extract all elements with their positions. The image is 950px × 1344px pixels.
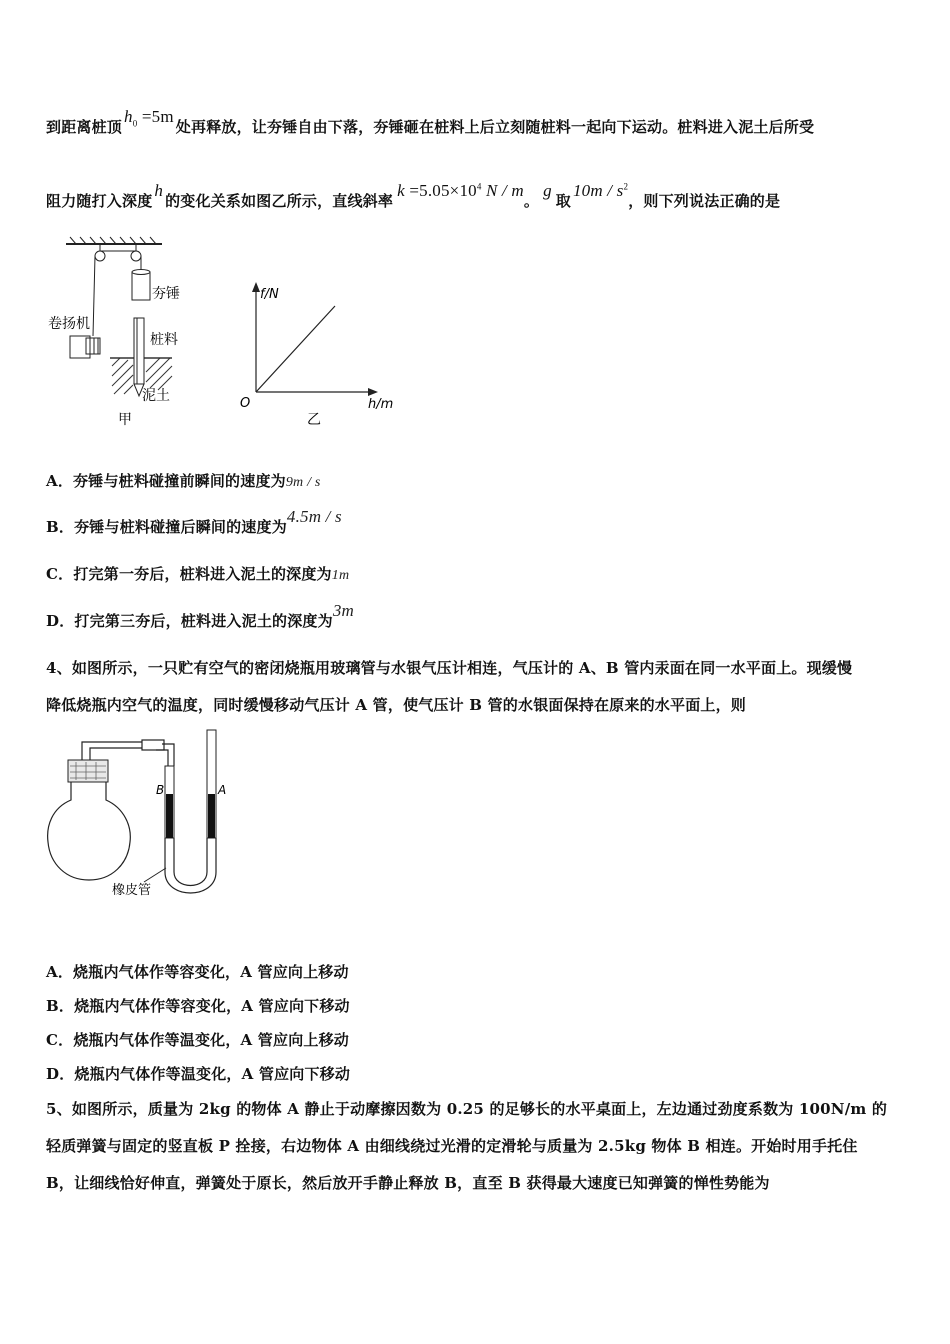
q3-line1-suffix: 处再释放，让夯锤自由下落，夯锤砸在桩料上后立刻随桩料一起向下运动。桩料进入泥土后所受 [175,118,815,136]
option-value: 1m [331,568,350,583]
q3-take: 取 [555,192,571,210]
graph-yi [240,282,393,428]
option-letter: A． [46,472,74,490]
q5-line-2: 轻质弹簧与固定的竖直板 P 拴接，右边物体 A 由细线绕过光滑的定滑轮与质量为 2.5kg 物体 B 相连。开始时用手托住 [46,1137,858,1155]
pile [134,318,144,396]
option-text: 烧瓶内气体作等温变化，A 管应向上移动 [73,1031,350,1049]
flask [48,780,131,880]
rope-winch [93,256,95,336]
q3-option-d [46,601,355,631]
q3-line2-mid: 的变化关系如图乙所示，直线斜率 [165,192,394,210]
flask-stopper [68,760,108,782]
hammer-label: 夯锤 [152,286,180,302]
q3-option-c [46,563,349,584]
ceiling-hatch [66,237,162,244]
pulley-right [131,251,141,261]
q3-option-a [46,470,321,491]
winch-label: 卷扬机 [48,316,90,332]
k-exp: 4 [476,181,482,192]
q3-line2-suffix: ，则下列说法正确的是 [628,192,781,210]
tube-a-label: A [218,783,227,797]
h-var: h [154,181,164,200]
option-letter: A． [46,963,74,981]
q5-line-1: 5、如图所示，质量为 2kg 的物体 A 静止于动摩擦因数为 0.25 的足够长的水平桌面上，左边通过劲度系数为 100N/m 的 [46,1100,888,1118]
f-axis-label: f/N [260,287,279,302]
q4-line-1: 4、如图所示，一只贮有空气的密闭烧瓶用玻璃管与水银气压计相连，气压计的 A、B 管内汞面在同一水平面上。现缓慢 [46,659,853,677]
tube-b [165,766,174,838]
q4-option-d [46,1063,350,1084]
option-text: 打完第一夯后，桩料进入泥土的深度为 [73,565,332,583]
h0-formula [124,107,174,129]
q5-line-3: B，让细线恰好伸直，弹簧处于原长，然后放开手静止释放 B，直至 B 获得最大速度已知弹簧的惮性势能为 [46,1174,770,1192]
option-text: 烧瓶内气体作等温变化，A 管应向下移动 [74,1065,351,1083]
option-letter: D． [46,1065,75,1083]
origin-label: O [240,396,251,411]
h0-eq: =5m [137,107,174,126]
h0-var: h [124,107,133,126]
option-text: 烧瓶内气体作等容变化，A 管应向上移动 [73,963,349,981]
q4-option-c [46,1029,349,1050]
g-val: 10m / s [572,181,624,200]
option-value: 4.5m / s [286,507,342,526]
rubber-tube-label: 橡皮管 [112,883,152,898]
tube-b-label: B [156,783,165,797]
f-h-line [256,306,335,392]
g-exp: 2 [623,181,629,192]
jia-label: 甲 [118,412,132,428]
option-letter: B． [46,518,75,536]
option-text: 打完第三夯后，桩料进入泥土的深度为 [74,612,333,630]
pulley-left [95,251,105,261]
q4-line-2: 降低烧瓶内空气的温度，同时缓慢移动气压计 A 管，使气压计 B 管的水银面保持在原来的水平面上，则 [46,696,747,714]
g-value [573,181,628,200]
option-letter: C． [46,1031,74,1049]
g-var: g [543,181,552,200]
rubber-tube [165,838,216,893]
h0-sub: 0 [132,118,138,129]
q3-line-1 [46,107,815,138]
q4-figure [44,722,244,912]
yi-label: 乙 [307,412,321,428]
option-letter: C． [46,565,74,583]
option-letter: D． [46,612,75,630]
q3-line-2 [46,181,781,211]
pile-label: 桩料 [150,332,178,348]
q3-option-b [46,507,342,537]
tube-a [207,730,216,838]
q4-option-b [46,995,350,1016]
option-text: 烧瓶内气体作等容变化，A 管应向下移动 [74,997,350,1015]
option-value: 9m / s [285,475,321,490]
q3-figure [40,232,410,432]
q4-option-a [46,961,349,982]
hammer [132,272,150,300]
q3-line1-prefix: 到距离桩顶 [46,118,123,136]
option-text: 夯锤与桩料碰撞前瞬间的速度为 [73,472,286,490]
k-unit: N / m [481,181,524,200]
q3-line2-prefix: 阻力随打入深度 [46,192,153,210]
option-text: 夯锤与桩料碰撞后瞬间的速度为 [74,518,287,536]
q3-period: 。 [523,192,540,210]
option-value: 3m [332,601,355,620]
option-letter: B． [46,997,75,1015]
h-axis-label: h/m [368,397,394,412]
soil-label: 泥土 [142,388,170,404]
k-formula: $k =5.05\times 10^4$ N / m [397,181,524,200]
